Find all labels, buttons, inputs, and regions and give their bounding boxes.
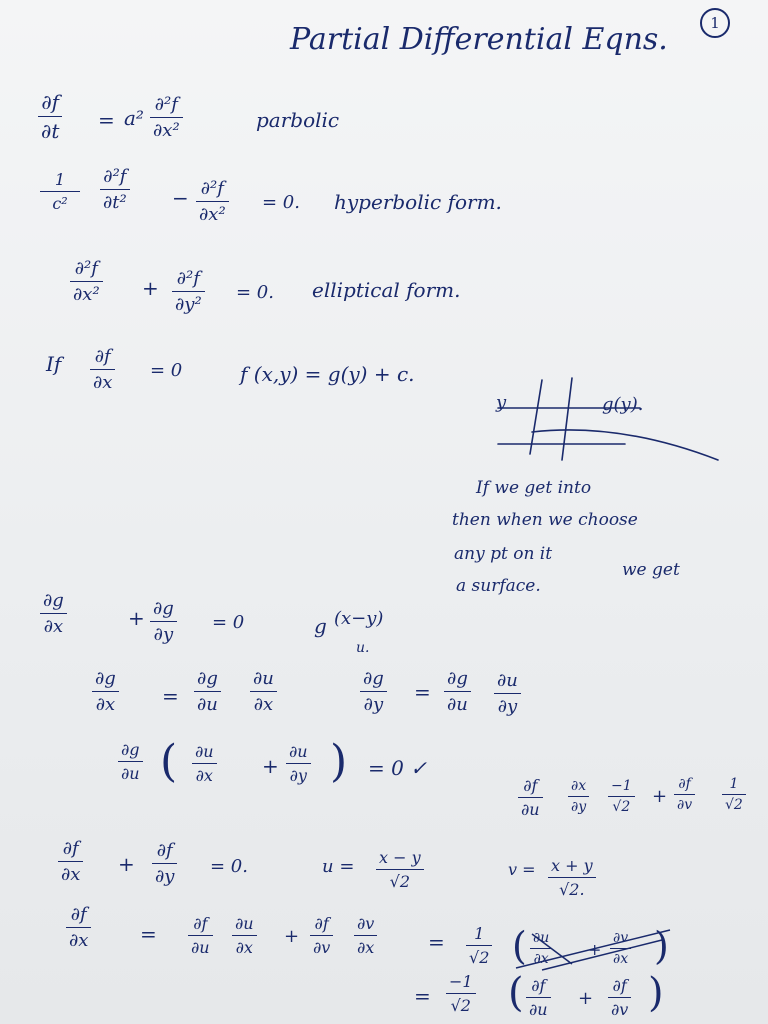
fraction — [152, 840, 177, 887]
denominator: ∂x — [61, 864, 81, 885]
condition-prefix: If — [46, 352, 62, 376]
numerator: −1 — [449, 972, 473, 991]
equation-rhs: = 0. — [210, 856, 248, 877]
argument-substitution: u. — [356, 640, 370, 656]
equation-rhs: = 0 ✓ — [368, 756, 427, 780]
denominator: ∂u — [191, 938, 210, 957]
fraction-bar — [526, 997, 551, 998]
numerator: ∂g — [121, 740, 140, 759]
open-bracket: ( — [508, 970, 524, 1016]
equals-sign: = — [140, 922, 157, 946]
fraction-bar — [90, 369, 115, 370]
fraction — [568, 778, 589, 815]
numerator: ∂²f — [176, 268, 200, 289]
denominator: ∂x — [43, 616, 64, 637]
equals-sign: = — [162, 684, 179, 708]
fraction — [90, 346, 115, 393]
numerator: ∂g — [447, 668, 468, 689]
fraction — [40, 170, 80, 213]
denominator: ∂y — [153, 624, 174, 645]
fraction — [444, 668, 471, 715]
equation-rhs: = 0 — [212, 612, 245, 633]
fraction-bar — [66, 927, 91, 928]
fraction-bar — [608, 997, 631, 998]
fraction — [376, 848, 424, 891]
denominator: ∂y — [497, 696, 518, 717]
fraction — [250, 668, 277, 715]
denominator: ∂x — [195, 766, 213, 785]
numerator: ∂f — [94, 346, 111, 367]
coefficient: a² — [124, 106, 144, 130]
note-line: If we get into — [476, 478, 592, 498]
fraction — [40, 590, 67, 637]
numerator: x − y — [379, 848, 421, 867]
denominator: √2. — [559, 880, 585, 899]
numerator: ∂f — [193, 914, 208, 933]
fraction-bar — [518, 797, 543, 798]
fraction-bar — [360, 691, 387, 692]
equation-result: f (x,y) = g(y) + c. — [240, 362, 415, 386]
function-argument: (x−y) — [334, 608, 384, 629]
numerator: ∂v — [613, 930, 629, 946]
fraction-bar — [172, 291, 205, 292]
denominator: ∂y² — [175, 294, 202, 315]
numerator: x + y — [551, 856, 593, 875]
struck-out-term — [512, 924, 674, 976]
numerator: ∂v — [357, 914, 375, 933]
fraction — [188, 914, 213, 957]
note-line: then when we choose — [452, 510, 638, 530]
numerator: ∂f — [70, 904, 87, 925]
plus-sign: + — [578, 988, 594, 1009]
numerator: ∂f — [41, 90, 60, 114]
fraction — [674, 776, 695, 813]
fraction-bar — [466, 945, 492, 946]
numerator: ∂f — [678, 776, 691, 792]
fraction-bar — [70, 281, 103, 282]
denominator: √2 — [389, 872, 410, 891]
fraction-bar — [118, 761, 143, 762]
denominator: ∂y — [155, 866, 175, 887]
close-bracket: ) — [654, 924, 669, 968]
denominator: ∂u — [447, 694, 468, 715]
denominator: ∂x — [613, 951, 629, 967]
numerator: ∂u — [235, 914, 254, 933]
denominator: ∂x — [357, 938, 375, 957]
equation-rhs: = 0. — [262, 192, 300, 213]
equals-sign: = — [414, 680, 431, 704]
fraction — [360, 668, 387, 715]
denominator: √2 — [469, 948, 490, 967]
denominator: ∂x — [69, 930, 89, 951]
denominator: ∂y — [571, 799, 587, 815]
note-line: we get — [622, 560, 680, 580]
plus-sign: + — [128, 606, 145, 630]
numerator: ∂g — [43, 590, 64, 611]
fraction — [354, 914, 377, 957]
fraction-bar — [376, 869, 424, 870]
fraction — [518, 776, 543, 819]
fraction — [38, 90, 62, 143]
graph-sketch — [490, 370, 730, 470]
denominator: √2 — [450, 996, 471, 1015]
equation-rhs: = 0 — [150, 360, 183, 381]
page-title: Partial Differential Eqns. — [290, 22, 668, 57]
fraction — [100, 166, 130, 213]
denominator: ∂x — [95, 694, 116, 715]
note-line: a surface. — [456, 576, 541, 596]
denominator: ∂u — [121, 764, 140, 783]
numerator: ∂u — [497, 670, 518, 691]
fraction — [70, 258, 103, 305]
close-bracket: ) — [330, 736, 348, 787]
fraction-bar — [446, 993, 476, 994]
numerator: ∂f — [156, 840, 173, 861]
fraction — [118, 740, 143, 783]
equals-sign: = — [98, 108, 115, 132]
numerator: 1 — [474, 924, 485, 943]
denominator: c² — [52, 194, 68, 213]
fraction-bar — [150, 621, 177, 622]
denominator: ∂x — [253, 694, 274, 715]
equation-rhs: = 0. — [236, 282, 274, 303]
plus-sign: + — [652, 786, 668, 807]
fraction-bar — [100, 189, 130, 190]
numerator: ∂u — [195, 742, 214, 761]
fraction-bar — [40, 191, 80, 192]
numerator: ∂u — [533, 930, 550, 946]
numerator: ∂f — [62, 838, 79, 859]
plus-sign: + — [118, 852, 135, 876]
fraction — [192, 742, 217, 785]
fraction — [150, 598, 177, 645]
plus-sign: + — [284, 926, 300, 947]
numerator: ∂f — [612, 976, 627, 995]
denominator: ∂v — [313, 938, 331, 957]
fraction-bar — [608, 796, 635, 797]
denominator: ∂v — [611, 1000, 629, 1019]
g-of-y-curve — [532, 430, 718, 460]
numerator: ∂²f — [200, 178, 224, 199]
fraction-bar — [194, 691, 221, 692]
numerator: −1 — [611, 778, 632, 794]
denominator: ∂t² — [103, 192, 127, 213]
strike-through-lines — [512, 924, 674, 976]
open-bracket: ( — [512, 924, 527, 968]
numerator: ∂g — [363, 668, 384, 689]
fraction — [92, 668, 119, 715]
fraction-bar — [674, 794, 695, 795]
fraction-bar — [58, 861, 83, 862]
fraction-bar — [150, 117, 183, 118]
equation-label: elliptical form. — [312, 278, 461, 302]
fraction — [608, 976, 631, 1019]
denominator: ∂x — [533, 951, 549, 967]
fraction — [196, 178, 229, 225]
fraction — [286, 742, 311, 785]
fraction-bar — [188, 935, 213, 936]
minus-sign: − — [172, 186, 189, 210]
denominator: ∂u — [197, 694, 218, 715]
axis-label: y — [496, 392, 507, 413]
denominator: ∂v — [677, 797, 693, 813]
fraction-bar — [310, 935, 333, 936]
plus-sign: + — [262, 754, 279, 778]
denominator: ∂y — [363, 694, 384, 715]
denominator: ∂u — [521, 800, 540, 819]
numerator: ∂u — [253, 668, 274, 689]
vertical-axis-line — [562, 378, 572, 460]
numerator: ∂f — [314, 914, 329, 933]
numerator: ∂f — [531, 976, 546, 995]
denominator: ∂x² — [199, 204, 226, 225]
numerator: ∂²f — [74, 258, 98, 279]
fraction — [150, 94, 183, 141]
plus-sign: + — [142, 276, 159, 300]
fraction — [310, 914, 333, 957]
numerator: ∂g — [95, 668, 116, 689]
denominator: ∂u — [529, 1000, 548, 1019]
numerator: ∂g — [153, 598, 174, 619]
numerator: 1 — [54, 170, 66, 189]
open-bracket: ( — [160, 736, 178, 787]
fraction-bar — [286, 763, 311, 764]
fraction-bar — [494, 693, 521, 694]
fraction — [232, 914, 257, 957]
fraction-bar — [722, 794, 746, 795]
numerator: 1 — [729, 776, 739, 792]
equation-label: hyperbolic form. — [334, 190, 502, 214]
fraction — [466, 924, 492, 967]
fraction-bar — [232, 935, 257, 936]
curve-label: g(y). — [602, 394, 644, 415]
fraction — [548, 856, 596, 899]
denominator: ∂x — [93, 372, 113, 393]
plus-sign: + — [588, 940, 602, 959]
numerator: ∂²f — [103, 166, 127, 187]
note-line: any pt on it — [454, 544, 553, 564]
denominator: ∂t — [41, 119, 60, 143]
fraction — [526, 976, 551, 1019]
vertical-axis-line — [530, 380, 542, 454]
close-bracket: ) — [648, 970, 664, 1016]
substitution-lhs: u = — [322, 856, 355, 877]
fraction-bar — [92, 691, 119, 692]
fraction-bar — [354, 935, 377, 936]
equals-sign: = — [428, 930, 445, 954]
fraction-bar — [192, 763, 217, 764]
page-number-badge: 1 — [700, 8, 730, 38]
numerator: ∂²f — [154, 94, 178, 115]
fraction-bar — [568, 796, 589, 797]
fraction — [66, 904, 91, 951]
fraction — [58, 838, 83, 885]
denominator: ∂x² — [73, 284, 100, 305]
fraction-bar — [250, 691, 277, 692]
denominator: ∂x² — [153, 120, 180, 141]
numerator: ∂f — [523, 776, 538, 795]
fraction — [494, 670, 521, 717]
equation-label: parbolic — [256, 108, 340, 132]
denominator: √2 — [725, 797, 743, 813]
numerator: ∂g — [197, 668, 218, 689]
fraction-bar — [152, 863, 177, 864]
equals-sign: = — [414, 984, 431, 1008]
fraction-bar — [196, 201, 229, 202]
denominator: √2 — [612, 799, 631, 815]
fraction — [446, 972, 476, 1015]
numerator: ∂x — [571, 778, 587, 794]
fraction-bar — [444, 691, 471, 692]
fraction-bar — [40, 613, 67, 614]
fraction — [194, 668, 221, 715]
numerator: ∂u — [289, 742, 308, 761]
fraction-bar — [38, 116, 62, 117]
fraction-bar — [548, 877, 596, 878]
denominator: ∂x — [235, 938, 253, 957]
substitution-lhs: v = — [508, 860, 536, 879]
denominator: ∂y — [289, 766, 307, 785]
fraction — [172, 268, 205, 315]
function-name: g — [314, 614, 327, 638]
fraction — [608, 778, 635, 815]
fraction — [722, 776, 746, 813]
